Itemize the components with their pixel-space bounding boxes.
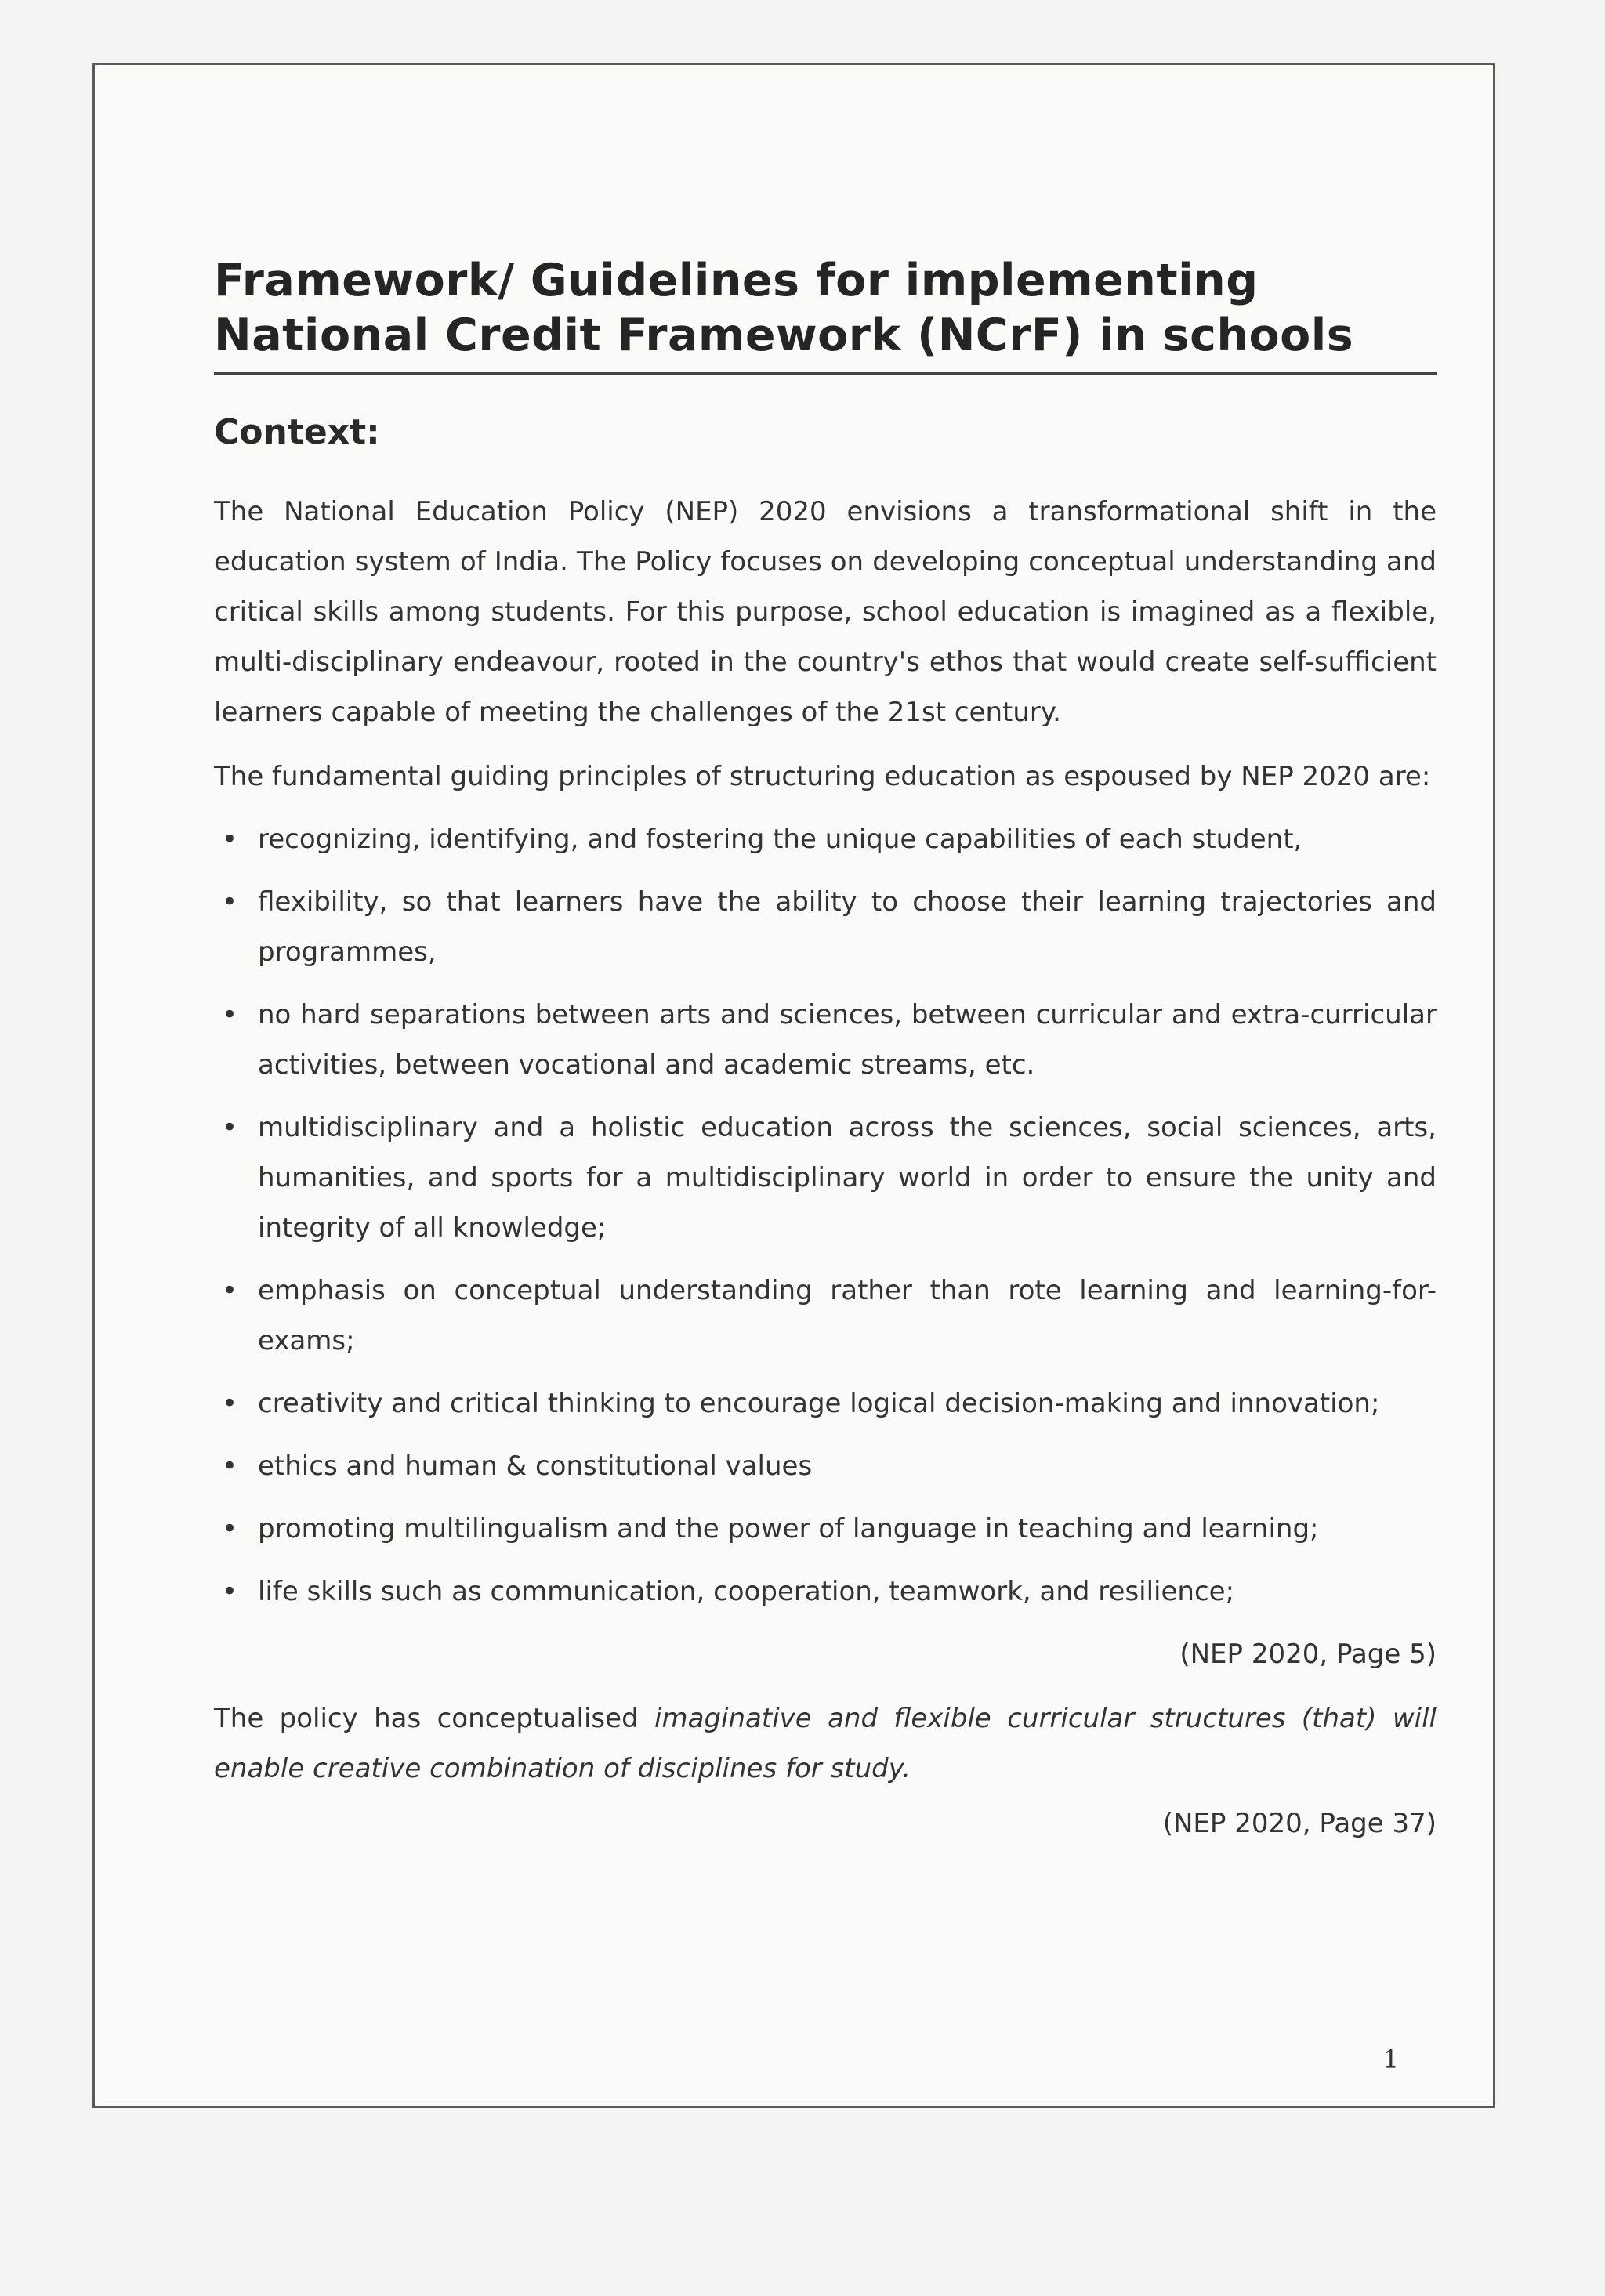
page-content xyxy=(214,183,1468,1849)
bullet-icon: • xyxy=(222,824,238,855)
section-heading: Context: xyxy=(214,412,380,452)
list-item-text: creativity and critical thinking to encourage logical decision-making and innovation; xyxy=(258,1388,1380,1419)
bullet-icon: • xyxy=(222,1576,238,1607)
list-item-text: recognizing, identifying, and fostering the unique capabilities of each student, xyxy=(258,824,1302,855)
list-item xyxy=(214,1504,1437,1554)
list-item-text: no hard separations between arts and sciences, between curricular and extra-curricular activities, between vocational and academic streams, etc. xyxy=(258,999,1437,1081)
list-item-text: promoting multilingualism and the power of language in teaching and learning; xyxy=(258,1513,1319,1545)
paragraph: The National Education Policy (NEP) 2020 envisions a transformational shift in the education system of India. The Policy focuses on developing conceptual understanding and critical skills among students. For this purpose, school education is imagined as a flexible, multi-disciplinary endeavour, rooted in the country's ethos that would create self-sufficient learners capable of meeting the challenges of the 21st century. xyxy=(214,496,1437,728)
list-item xyxy=(214,1378,1437,1429)
list-item xyxy=(214,1566,1437,1617)
title-line-2: National Credit Framework (NCrF) in schools xyxy=(214,310,1354,361)
document-title xyxy=(214,253,1468,363)
title-underline xyxy=(214,372,1437,375)
list-item-text: life skills such as communication, cooperation, teamwork, and resilience; xyxy=(258,1576,1235,1607)
bullet-icon: • xyxy=(222,1112,238,1143)
closing-text: The policy has conceptualised xyxy=(214,1703,655,1734)
bullet-icon: • xyxy=(222,886,238,918)
bullet-icon: • xyxy=(222,1388,238,1419)
list-item-text: multidisciplinary and a holistic education across the sciences, social sciences, arts, humanities, and sports for a multidisciplinary world in order to ensure the unity and integrity of all knowledge; xyxy=(258,1112,1437,1244)
title-line-1: Framework/ Guidelines for implementing xyxy=(214,255,1259,306)
list-item xyxy=(214,877,1437,977)
citation: (NEP 2020, Page 37) xyxy=(1162,1808,1437,1839)
closing-paragraph xyxy=(214,1693,1437,1794)
bullet-icon: • xyxy=(222,1450,238,1482)
list-item-text: flexibility, so that learners have the ability to choose their learning trajectories and programmes, xyxy=(258,886,1437,968)
list-item xyxy=(214,1266,1437,1366)
list-item xyxy=(214,1441,1437,1491)
citation: (NEP 2020, Page 5) xyxy=(1179,1639,1437,1670)
bullet-icon: • xyxy=(222,999,238,1030)
list-item xyxy=(214,990,1437,1090)
list-item xyxy=(214,814,1437,864)
bullet-icon: • xyxy=(222,1275,238,1306)
list-item-text: emphasis on conceptual understanding rather than rote learning and learning-for-exams; xyxy=(258,1275,1437,1356)
list-item xyxy=(214,1103,1437,1253)
principles-list xyxy=(214,814,1437,1617)
closing-italic-text: imaginative and flexible curricular structures (that) will enable creative combination of disciplines for study. xyxy=(214,1703,1437,1784)
list-item-text: ethics and human & constitutional values xyxy=(258,1450,813,1482)
page-frame xyxy=(92,63,1495,2108)
paragraph: The fundamental guiding principles of structuring education as espoused by NEP 2020 are: xyxy=(214,761,1431,792)
page-number: 1 xyxy=(1382,2044,1399,2074)
bullet-icon: • xyxy=(222,1513,238,1545)
